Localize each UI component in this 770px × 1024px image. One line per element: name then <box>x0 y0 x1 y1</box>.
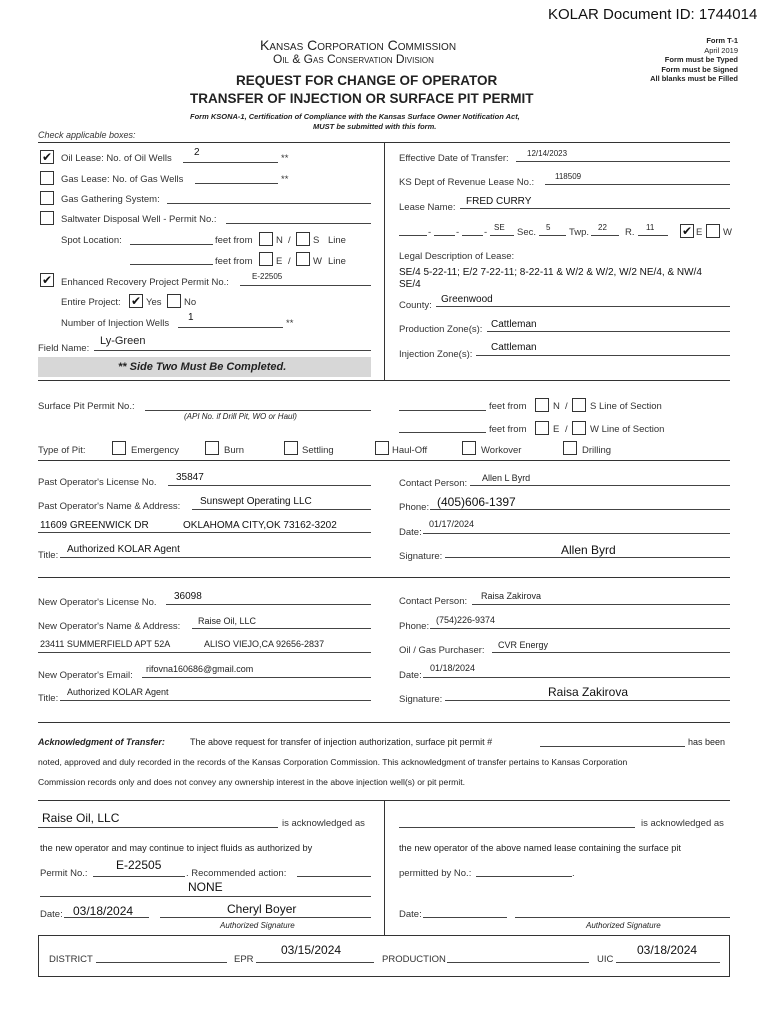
line-label: Line <box>328 256 346 267</box>
new-name-field[interactable] <box>192 628 371 629</box>
past-title-value: Authorized KOLAR Agent <box>67 544 180 555</box>
gas-gathering-label: Gas Gathering System: <box>61 194 160 205</box>
swd-label: Saltwater Disposal Well - Permit No.: <box>61 214 217 225</box>
new-contact-value: Raisa Zakirova <box>481 591 542 601</box>
oil-wells-field[interactable] <box>183 162 278 163</box>
epr-label: EPR <box>234 954 254 965</box>
date-field[interactable] <box>423 917 507 918</box>
ksona-note-2: MUST be submitted with this form. <box>313 122 437 131</box>
legal-description-line-1: SE/4 5-22-11; E/2 7-22-11; 8-22-11 & W/2 & W/2, W/2 NE/4, & NW/4 <box>399 267 702 278</box>
oil-lease-checkbox[interactable]: ✔ <box>41 150 53 164</box>
range-value: 11 <box>646 223 655 232</box>
gas-lease-label: Gas Lease: No. of Gas Wells <box>61 174 184 185</box>
recommended-action-field[interactable] <box>297 876 371 877</box>
injection-zone-label: Injection Zone(s): <box>399 349 473 360</box>
past-address-2: OKLAHOMA CITY,OK 73162-3202 <box>183 520 337 531</box>
past-name-field[interactable] <box>192 509 371 510</box>
workover-checkbox[interactable] <box>462 441 476 455</box>
oil-lease-label: Oil Lease: No. of Oil Wells <box>61 153 172 164</box>
uic-label: UIC <box>597 954 614 965</box>
form-info <box>650 36 738 84</box>
new-license-value: 36098 <box>174 591 202 602</box>
past-title-field[interactable] <box>60 557 371 558</box>
pit-e-label: E <box>553 424 560 435</box>
past-signature-value: Allen Byrd <box>561 543 616 557</box>
eor-permit-value: E-22505 <box>252 272 283 281</box>
permit-no-label: Permit No.: <box>40 868 88 879</box>
past-license-value: 35847 <box>176 472 204 483</box>
new-title-value: Authorized KOLAR Agent <box>67 687 169 697</box>
pit-s-label: S Line of Section <box>590 401 662 412</box>
ks-lease-field[interactable] <box>545 184 730 185</box>
required-mark: ** <box>286 318 294 329</box>
ks-lease-label: KS Dept of Revenue Lease No.: <box>399 177 535 188</box>
authorized-signature-field[interactable] <box>515 917 730 918</box>
new-email-label: New Operator's Email: <box>38 670 133 681</box>
qtr-dash: - <box>484 227 488 238</box>
recommended-action-value: NONE <box>188 880 223 894</box>
new-license-label: New Operator's License No. <box>38 597 157 608</box>
w-checkbox[interactable] <box>296 252 310 266</box>
line-label: Line <box>328 235 346 246</box>
past-contact-value: Allen L Byrd <box>482 473 531 483</box>
oil-wells-value: 2 <box>194 147 200 158</box>
past-contact-field[interactable] <box>470 485 730 486</box>
surface-pit-label: Surface Pit Permit No.: <box>38 401 135 412</box>
required-mark: ** <box>281 153 289 164</box>
past-date-value: 01/17/2024 <box>429 519 475 529</box>
new-purchaser-value: CVR Energy <box>498 640 549 650</box>
production-zone-field[interactable] <box>487 331 730 332</box>
eor-permit-field[interactable] <box>240 285 371 286</box>
date-label: Date: <box>40 909 63 920</box>
qtr-value: SE <box>494 223 505 232</box>
emergency-checkbox[interactable] <box>112 441 126 455</box>
date-value: 03/18/2024 <box>73 904 134 918</box>
new-name-label: New Operator's Name & Address: <box>38 621 181 632</box>
new-phone-value: (754)226-9374 <box>436 615 496 625</box>
ks-lease-value: 118509 <box>555 172 582 181</box>
qtr-dash: - <box>428 227 432 238</box>
n-label: N <box>276 235 283 246</box>
county-label: County: <box>399 300 432 311</box>
qtr-1-field[interactable] <box>399 235 427 236</box>
production-field[interactable] <box>447 962 589 963</box>
qtr-3-field[interactable] <box>462 235 483 236</box>
swd-permit-field[interactable] <box>226 223 371 224</box>
period: . <box>572 868 575 879</box>
entire-project-label: Entire Project: <box>61 297 121 308</box>
divider <box>38 380 730 381</box>
new-email-field[interactable] <box>142 677 371 678</box>
district-label: DISTRICT <box>49 954 93 965</box>
effective-date-field[interactable] <box>516 161 730 162</box>
emergency-label: Emergency <box>131 445 180 456</box>
new-email-value: rifovna160686@gmail.com <box>146 664 254 674</box>
past-signature-label: Signature: <box>399 551 443 562</box>
ack-text-2: noted, approved and duly recorded in the records of the Kansas Corporation Commission. This acknowledgment of transfer pertains to Kansas Corporation <box>38 757 628 767</box>
county-field[interactable] <box>436 306 730 307</box>
past-contact-label: Contact Person: <box>399 478 468 489</box>
lease-name-value: FRED CURRY <box>466 196 532 207</box>
production-zone-value: Cattleman <box>491 319 537 330</box>
qtr-2-field[interactable] <box>434 235 455 236</box>
lease-name-field[interactable] <box>460 208 730 209</box>
ack-pit-permit-field[interactable] <box>540 746 685 747</box>
injection-zone-field[interactable] <box>476 355 730 356</box>
drilling-label: Drilling <box>582 445 612 456</box>
past-license-field[interactable] <box>168 485 371 486</box>
range-e-label: E <box>696 227 703 238</box>
range-w-label: W <box>723 227 732 238</box>
feet-from-label: feet from <box>215 235 253 246</box>
operator-field[interactable] <box>399 827 635 828</box>
form-title-1: REQUEST FOR CHANGE OF OPERATOR <box>236 73 498 88</box>
permit-no-value: E-22505 <box>116 858 162 872</box>
s-label: S <box>313 235 320 246</box>
sec-value: 5 <box>546 223 551 232</box>
past-date-field[interactable] <box>423 533 730 534</box>
burn-checkbox[interactable] <box>205 441 219 455</box>
new-license-field[interactable] <box>166 604 371 605</box>
production-label: PRODUCTION <box>382 954 446 965</box>
divider <box>384 800 385 935</box>
spot-location-label: Spot Location: <box>61 235 122 246</box>
injection-wells-value: 1 <box>188 312 194 323</box>
range-field[interactable] <box>638 235 668 236</box>
slash: / <box>565 401 568 412</box>
past-phone-label: Phone: <box>399 502 430 513</box>
ack-text-1b: has been <box>688 737 726 747</box>
form-blanks: All blanks must be Filled <box>650 74 738 83</box>
form-typed: Form must be Typed <box>664 55 738 64</box>
new-purchaser-field[interactable] <box>492 652 730 653</box>
past-phone-field[interactable] <box>430 509 730 510</box>
api-note: (API No. if Drill Pit, WO or Haul) <box>184 412 297 421</box>
burn-label: Burn <box>224 445 245 456</box>
epr-date: 03/15/2024 <box>281 943 342 957</box>
ack-label: Acknowledgment of Transfer: <box>38 737 165 747</box>
past-signature-field[interactable] <box>445 557 730 558</box>
form-number: Form T-1 <box>706 36 738 45</box>
spot-feet-ew-field[interactable] <box>130 264 213 265</box>
new-address-field[interactable] <box>38 652 371 653</box>
spot-feet-field[interactable] <box>130 244 213 245</box>
no-label: No <box>184 297 197 308</box>
uic-field[interactable] <box>616 962 720 963</box>
form-date: April 2019 <box>704 45 738 55</box>
form-signed: Form must be Signed <box>661 64 738 74</box>
epr-field[interactable] <box>256 962 374 963</box>
form-title-2: TRANSFER OF INJECTION OR SURFACE PIT PERMIT <box>190 91 534 106</box>
pit-w-label: W Line of Section <box>590 424 665 435</box>
surface-pit-text: the new operator of the above named lease containing the surface pit <box>399 843 681 853</box>
company-acknowledged: Raise Oil, LLC <box>42 811 120 825</box>
effective-date-label: Effective Date of Transfer: <box>399 153 509 164</box>
effective-date-value: 12/14/2023 <box>527 149 568 158</box>
pit-e-checkbox[interactable] <box>535 421 549 435</box>
feet-from-label: feet from <box>489 401 527 412</box>
workover-label: Workover <box>481 445 522 456</box>
slash: / <box>565 424 568 435</box>
permitted-by-field[interactable] <box>476 876 572 877</box>
is-acknowledged-label: is acknowledged as <box>641 818 724 829</box>
authorized-signer: Cheryl Boyer <box>227 902 297 916</box>
past-license-label: Past Operator's License No. <box>38 477 157 488</box>
lease-name-label: Lease Name: <box>399 202 456 213</box>
injection-zone-value: Cattleman <box>491 342 537 353</box>
authorized-signature-caption: Authorized Signature <box>586 921 661 930</box>
past-title-label: Title: <box>38 550 59 561</box>
agency-name: Kansas Corporation Commission <box>260 37 457 53</box>
new-signature-label: Signature: <box>399 694 443 705</box>
division-name: Oil & Gas Conservation Division <box>273 52 434 66</box>
new-date-field[interactable] <box>423 677 730 678</box>
pit-w-checkbox[interactable] <box>572 421 586 435</box>
field-name-label: Field Name: <box>38 343 90 354</box>
ack-text-1: The above request for transfer of injection authorization, surface pit permit # <box>190 737 493 747</box>
district-field[interactable] <box>96 962 227 963</box>
divider <box>38 722 730 723</box>
qtr-dash: - <box>456 227 460 238</box>
n-checkbox[interactable] <box>259 232 273 246</box>
authorized-signature-caption: Authorized Signature <box>220 921 295 930</box>
injection-wells-label: Number of Injection Wells <box>61 318 170 329</box>
swd-checkbox[interactable] <box>40 211 54 225</box>
past-name-value: Sunswept Operating LLC <box>200 496 312 507</box>
slash: / <box>288 256 291 267</box>
pit-n-checkbox[interactable] <box>535 398 549 412</box>
past-address-field[interactable] <box>38 532 371 533</box>
ksona-note: Form KSONA-1, Certification of Compliance with the Kansas Surface Owner Notification Act, <box>190 112 520 121</box>
feet-from-label: feet from <box>489 424 527 435</box>
divider <box>38 577 730 578</box>
uic-date: 03/18/2024 <box>637 943 698 957</box>
gas-gathering-checkbox[interactable] <box>40 191 54 205</box>
field-name-field[interactable] <box>94 350 371 351</box>
date-label: Date: <box>399 909 422 920</box>
s-checkbox[interactable] <box>296 232 310 246</box>
settling-label: Settling <box>302 445 334 456</box>
new-address-1: 23411 SUMMERFIELD APT 52A <box>40 639 171 649</box>
range-label: R. <box>625 227 635 238</box>
past-name-label: Past Operator's Name & Address: <box>38 501 181 512</box>
surface-pit-field[interactable] <box>145 410 371 411</box>
ack-text-3: Commission records only and does not convey any ownership interest in the above injection well(s) or pit permit. <box>38 777 466 787</box>
divider <box>384 142 385 380</box>
gas-gathering-field[interactable] <box>167 203 371 204</box>
past-phone-value: (405)606-1397 <box>437 495 516 509</box>
new-date-value: 01/18/2024 <box>430 663 476 673</box>
recommended-action-field-2[interactable] <box>40 896 371 897</box>
e-checkbox[interactable] <box>259 252 273 266</box>
pit-s-checkbox[interactable] <box>572 398 586 412</box>
required-mark: ** <box>281 174 289 185</box>
permitted-by-label: permitted by No.: <box>399 868 472 879</box>
range-w-checkbox[interactable] <box>706 224 720 238</box>
gas-lease-checkbox[interactable] <box>40 171 54 185</box>
w-label: W <box>313 256 322 267</box>
company-field[interactable] <box>38 827 278 828</box>
injection-wells-field[interactable] <box>178 327 283 328</box>
past-address-1: 11609 GREENWICK DR <box>40 520 149 531</box>
yes-label: Yes <box>146 297 162 308</box>
legal-description-line-2: SE/4 <box>399 279 421 290</box>
check-applicable-label: Check applicable boxes: <box>38 130 136 140</box>
pit-feet-ew-field[interactable] <box>399 432 486 433</box>
eor-checkbox[interactable]: ✔ <box>41 273 53 287</box>
type-of-pit-label: Type of Pit: <box>38 445 86 456</box>
new-name-value: Raise Oil, LLC <box>198 616 257 626</box>
past-date-label: Date: <box>399 527 422 538</box>
yes-checkbox[interactable]: ✔ <box>130 294 142 308</box>
legal-description-label: Legal Description of Lease: <box>399 251 515 262</box>
side-two-text: ** Side Two Must Be Completed. <box>118 361 287 373</box>
new-contact-label: Contact Person: <box>399 596 468 607</box>
slash: / <box>288 235 291 246</box>
new-signature-value: Raisa Zakirova <box>548 685 629 699</box>
field-name-value: Ly-Green <box>100 335 146 347</box>
new-title-label: Title: <box>38 693 59 704</box>
sec-label: Sec. <box>517 227 537 238</box>
new-phone-field[interactable] <box>430 628 730 629</box>
sec-field[interactable] <box>539 235 566 236</box>
qtr-4-field[interactable] <box>490 235 514 236</box>
authorized-signature-field[interactable] <box>160 917 371 918</box>
divider <box>38 460 730 461</box>
twp-label: Twp. <box>569 227 590 238</box>
production-zone-label: Production Zone(s): <box>399 324 483 335</box>
feet-from-label: feet from <box>215 256 253 267</box>
new-date-label: Date: <box>399 670 422 681</box>
new-contact-field[interactable] <box>472 604 730 605</box>
pit-n-label: N <box>553 401 560 412</box>
range-e-checkbox[interactable]: ✔ <box>681 224 693 238</box>
permit-no-field[interactable] <box>93 876 185 877</box>
twp-value: 22 <box>598 223 607 232</box>
eor-label: Enhanced Recovery Project Permit No.: <box>61 277 229 288</box>
pit-feet-ns-field[interactable] <box>399 410 486 411</box>
county-value: Greenwood <box>441 294 493 305</box>
haul-off-checkbox[interactable] <box>375 441 389 455</box>
new-phone-label: Phone: <box>399 621 430 632</box>
gas-wells-field[interactable] <box>195 183 278 184</box>
document-id: KOLAR Document ID: 1744014 <box>548 6 758 23</box>
new-address-2: ALISO VIEJO,CA 92656-2837 <box>204 639 325 649</box>
twp-field[interactable] <box>591 235 619 236</box>
recommended-action-label: . Recommended action: <box>186 868 287 879</box>
is-acknowledged-label: is acknowledged as <box>282 818 365 829</box>
new-title-field[interactable] <box>60 700 371 701</box>
drilling-checkbox[interactable] <box>563 441 577 455</box>
e-label: E <box>276 256 283 267</box>
new-operator-text: the new operator and may continue to inject fluids as authorized by <box>40 843 313 853</box>
no-checkbox[interactable] <box>167 294 181 308</box>
new-purchaser-label: Oil / Gas Purchaser: <box>399 645 485 656</box>
settling-checkbox[interactable] <box>284 441 298 455</box>
haul-off-label: Haul-Off <box>392 445 428 456</box>
new-signature-field[interactable] <box>445 700 730 701</box>
